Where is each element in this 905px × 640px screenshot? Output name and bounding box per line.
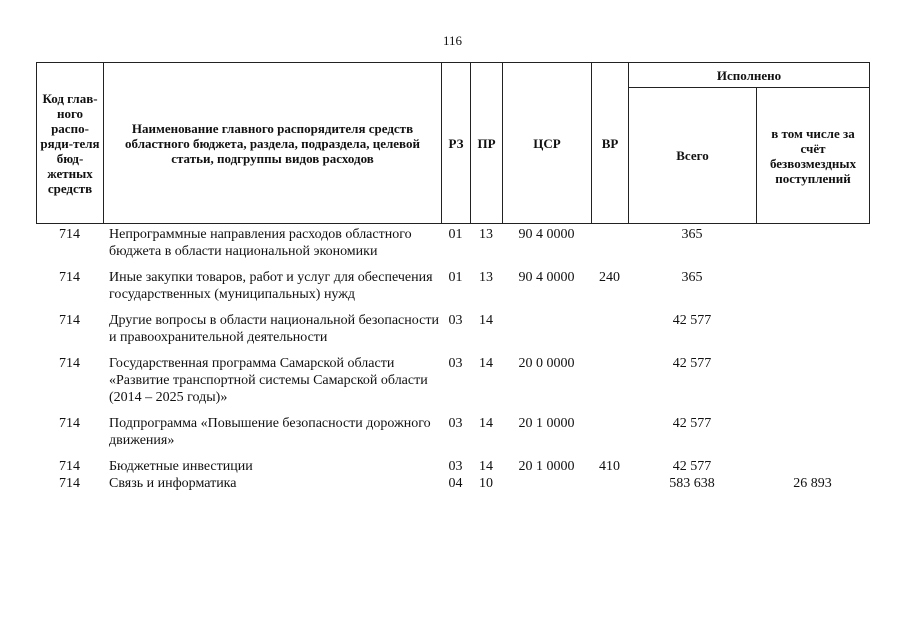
table-row (36, 269, 869, 312)
table-row (36, 458, 869, 475)
row-vr: 240 (599, 270, 620, 285)
row-total: 365 (681, 270, 703, 285)
row-name: Бюджетные инвестиции (109, 459, 253, 474)
row-name: Иные закупки товаров, работ и услуг для обеспечения государственных (муниципальных) нужд (109, 270, 433, 302)
row-code: 714 (59, 416, 80, 431)
row-rz: 01 (448, 227, 463, 242)
row-code: 714 (59, 356, 80, 371)
table-row (36, 312, 869, 355)
row-csr (502, 475, 591, 492)
row-free (756, 312, 869, 355)
header-rz: РЗ (442, 63, 471, 224)
row-free: 26 893 (793, 476, 832, 491)
row-vr (591, 312, 628, 355)
row-pr: 14 (479, 459, 493, 474)
row-csr (502, 312, 591, 355)
row-total: 42 577 (672, 356, 712, 371)
table-row (36, 475, 869, 492)
header-vr: ВР (592, 63, 629, 224)
row-name: Связь и информатика (109, 476, 237, 491)
row-name: Государственная программа Самарской области «Развитие транспортной системы Самарской области (2014 – 2025 годы)» (109, 356, 428, 405)
row-total: 42 577 (672, 459, 712, 474)
row-rz: 03 (448, 459, 463, 474)
table-header (36, 62, 870, 224)
row-pr: 14 (479, 416, 493, 431)
table-row (36, 355, 869, 415)
row-name: Непрограммные направления расходов областного бюджета в области национальной экономики (109, 227, 412, 259)
row-total: 42 577 (672, 313, 712, 328)
table-row (36, 415, 869, 458)
row-rz: 03 (448, 313, 463, 328)
table-row (36, 226, 869, 269)
row-code: 714 (59, 270, 80, 285)
header-csr: ЦСР (503, 63, 592, 224)
row-free (756, 415, 869, 458)
row-csr: 20 1 0000 (518, 459, 575, 474)
row-free (756, 458, 869, 475)
row-name: Другие вопросы в области национальной безопасности и правоохранительной деятельности (109, 313, 439, 345)
header-executed: Исполнено (629, 63, 870, 88)
header-code: Код глав-ного распо-ряди-теля бюд-жетных средств (37, 63, 104, 224)
row-total: 365 (681, 227, 703, 242)
row-csr: 20 0 0000 (518, 356, 575, 371)
row-csr: 90 4 0000 (518, 227, 575, 242)
budget-table-body (36, 226, 869, 492)
row-pr: 10 (479, 476, 493, 491)
row-rz: 01 (448, 270, 463, 285)
row-free (756, 355, 869, 415)
row-code: 714 (59, 227, 80, 242)
row-code: 714 (59, 476, 80, 491)
row-free (756, 269, 869, 312)
row-csr: 90 4 0000 (518, 270, 575, 285)
row-pr: 13 (479, 227, 493, 242)
row-csr: 20 1 0000 (518, 416, 575, 431)
row-vr (591, 226, 628, 269)
row-code: 714 (59, 313, 80, 328)
row-name: Подпрограмма «Повышение безопасности дорожного движения» (109, 416, 431, 448)
row-total: 42 577 (672, 416, 712, 431)
row-vr (591, 415, 628, 458)
row-rz: 04 (448, 476, 463, 491)
row-vr: 410 (599, 459, 620, 474)
row-total: 583 638 (669, 476, 715, 491)
row-vr (591, 475, 628, 492)
row-code: 714 (59, 459, 80, 474)
row-rz: 03 (448, 416, 463, 431)
row-free (756, 226, 869, 269)
header-total: Всего (629, 88, 757, 224)
row-pr: 14 (479, 356, 493, 371)
row-pr: 14 (479, 313, 493, 328)
header-name: Наименование главного распорядителя средств областного бюджета, раздела, подраздела, целевой статьи, подгруппы видов расходов (104, 63, 442, 224)
row-rz: 03 (448, 356, 463, 371)
header-pr: ПР (471, 63, 503, 224)
row-pr: 13 (479, 270, 493, 285)
page-number: 116 (442, 33, 463, 48)
row-vr (591, 355, 628, 415)
header-free: в том числе за счёт безвозмездных поступлений (757, 88, 870, 224)
